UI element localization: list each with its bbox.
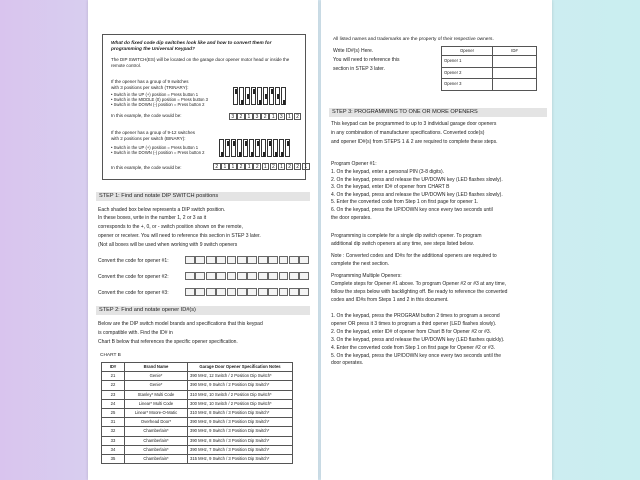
- trinary-digit: 2: [237, 113, 245, 120]
- chart-b-brand-cell: Overhead Door*: [125, 418, 188, 427]
- multi-text-2: follow the steps below with backlighting off. Be ready to reference the converted: [331, 289, 508, 295]
- chart-b-row: [102, 381, 293, 390]
- trinary-dip-switch-image: [233, 87, 287, 105]
- chart-b-id-cell: 35: [102, 455, 125, 464]
- program-step: 2. On the keypad, press and release the UP/DOWN key (LED flashes slowly).: [331, 176, 503, 183]
- trinary-digit: 2: [294, 113, 302, 120]
- convert-code-input-2[interactable]: [185, 272, 310, 280]
- binary-dip-switch-image: [219, 139, 291, 157]
- opener-1-label: Opener 1: [442, 56, 493, 68]
- chart-b-brand-cell: Chamberlain*: [125, 427, 188, 436]
- opener-id-table: [441, 46, 537, 91]
- trinary-heading-2: with 3 positions per switch (TRINARY):: [111, 85, 189, 90]
- binary-code-digits: [213, 163, 310, 170]
- note-text-1: Note : Converted codes and ID#s for the additional openers are required to: [331, 253, 497, 259]
- binary-digit: 1: [302, 163, 310, 170]
- write-id-3: section in STEP 3 later.: [333, 66, 385, 72]
- step1-header: STEP 1: Find and notate DIP SWITCH positions: [96, 192, 310, 201]
- write-id-2: You will need to reference this: [333, 57, 400, 63]
- step3-header: STEP 3: PROGRAMMING TO ONE OR MORE OPENERS: [329, 108, 547, 117]
- write-id-1: Write ID#(s) Here.: [333, 48, 374, 54]
- trademark-note: All listed names and trademarks are the property of their respective owners.: [333, 37, 494, 42]
- chart-b-col-brand: Brand Name: [125, 363, 188, 372]
- chart-b-id-cell: 34: [102, 445, 125, 454]
- step2-header: STEP 2: Find and notate opener ID#(s): [96, 306, 310, 315]
- program-step: 5. Enter the converted code from Step 1 on first page for opener 1.: [331, 199, 479, 206]
- chart-b-label: CHART B: [100, 353, 121, 358]
- binary-digit: 1: [245, 163, 253, 170]
- chart-b-id-cell: 32: [102, 427, 125, 436]
- trinary-rule-2: • Switch in the MIDDLE (0) position = Press button 3: [111, 97, 209, 102]
- left-page: [88, 0, 318, 480]
- binary-digit: 2: [213, 163, 221, 170]
- binary-digit: 1: [229, 163, 237, 170]
- trinary-rule-3: • Switch in the DOWN (-) position = Press button 2: [111, 102, 205, 107]
- multi-step: 1. On the keypad, press the PROGRAM button 2 times to program a second: [331, 313, 500, 319]
- binary-digit: 2: [253, 163, 261, 170]
- binary-digit: 1: [221, 163, 229, 170]
- intro-title: What do fixed code dip switches look like and how to convert them for programming the Universal Keypad?: [111, 41, 272, 53]
- chart-b-id-cell: 24: [102, 399, 125, 408]
- binary-example: In this example, the code would be:: [111, 165, 182, 170]
- complete-text-2: additional dip switch openers at any time, see steps listed below.: [331, 241, 474, 247]
- chart-b-spec-cell: 390 MHz, 9 Switch / 2 Position Dip Switch*: [188, 381, 293, 390]
- binary-digit: 1: [262, 163, 270, 170]
- chart-b-col-spec: Garage Door Opener Specification Notes: [188, 363, 293, 372]
- program-step: the door operates.: [331, 214, 372, 221]
- trinary-digit: 1: [269, 113, 277, 120]
- trinary-heading-1: If the opener has a group of 9 switches: [111, 79, 189, 84]
- chart-b-id-cell: 22: [102, 381, 125, 390]
- chart-b-row: [102, 409, 293, 418]
- binary-digit: 2: [294, 163, 302, 170]
- chart-b-row: [102, 418, 293, 427]
- intro-text-1: The DIP SWITCH(ES) will be located on the garage door opener motor head or inside the: [111, 57, 290, 62]
- chart-b-brand-cell: Chamberlain*: [125, 455, 188, 464]
- chart-b-brand-cell: Chamberlain*: [125, 445, 188, 454]
- step2-text-1: Below are the DIP switch model brands and specifications that this keypad: [98, 321, 263, 327]
- chart-b-col-id: ID#: [102, 363, 125, 372]
- step1-text-2: In these boxes, write in the number 1, 2 or 3 as it: [98, 215, 207, 221]
- chart-b-id-cell: 33: [102, 436, 125, 445]
- step1-text-1: Each shaded box below represents a DIP switch position.: [98, 207, 226, 213]
- chart-b-spec-cell: 300 MHz, 10 Switch / 2 Position Dip Switch*: [188, 399, 293, 408]
- chart-b-row: [102, 390, 293, 399]
- binary-digit: 2: [270, 163, 278, 170]
- opener-2-id-input[interactable]: [493, 67, 537, 79]
- program-opener-1-title: Program Opener #1:: [331, 161, 377, 167]
- binary-digit: 1: [278, 163, 286, 170]
- chart-b-brand-cell: Linear* Moore-O-Matic: [125, 409, 188, 418]
- convert-label-2: Convert the code for opener #2:: [98, 274, 169, 280]
- chart-b-spec-cell: 310 MHz, 8 Switch / 3 Position Dip Switch*: [188, 409, 293, 418]
- trinary-code-digits: [229, 113, 302, 120]
- binary-rule-1: • Switch in the UP (+) position = Press button 1: [111, 145, 199, 150]
- multi-step: opener OR press it 3 times to program a third opener (LED flashes slowly).: [331, 320, 497, 327]
- chart-b-brand-cell: Genie*: [125, 372, 188, 381]
- program-step: 1. On the keypad, enter a personal PIN (3-8 digits).: [331, 169, 445, 175]
- chart-b-spec-cell: 310 MHz, 10 Switch / 2 Position Dip Switch*: [188, 390, 293, 399]
- chart-b-brand-cell: Linear* Multi Code: [125, 399, 188, 408]
- chart-b-table: [101, 362, 293, 464]
- convert-label-1: Convert the code for opener #1:: [98, 258, 169, 264]
- chart-b-row: [102, 399, 293, 408]
- binary-heading-1: If the opener has a group of 9-12 switches: [111, 130, 196, 135]
- step3-intro-2: in any combination of manufacturer specifications. Converted code(s): [331, 130, 485, 136]
- note-text-2: complete the next section.: [331, 261, 390, 267]
- chart-b-id-cell: 23: [102, 390, 125, 399]
- trinary-rule-1: • Switch in the UP (+) position = Press button 1: [111, 92, 199, 97]
- opener-3-id-input[interactable]: [493, 79, 537, 91]
- binary-digit: 2: [286, 163, 294, 170]
- opener-col: Opener: [442, 47, 493, 56]
- binary-rule-2: • Switch in the DOWN (-) position = Press button 2: [111, 150, 205, 155]
- multi-step: door operates.: [331, 360, 364, 367]
- chart-b-id-cell: 25: [102, 409, 125, 418]
- step1-text-5: (Not all boxes will be used when working with 9 switch openers: [98, 242, 238, 248]
- chart-b-id-cell: 31: [102, 418, 125, 427]
- step1-text-4: opener or receiver. You will need to reference this section in STEP 3 later.: [98, 233, 261, 239]
- multi-text-3: codes and ID#s from Steps 1 and 2 in this document.: [331, 297, 449, 303]
- program-step: 3. On the keypad, enter ID# of opener from CHART B: [331, 184, 450, 191]
- chart-b-spec-cell: 390 MHz, 9 Switch / 3 Position Dip Switch*: [188, 427, 293, 436]
- trinary-digit: 2: [261, 113, 269, 120]
- dip-switch-info-box: [102, 34, 306, 180]
- binary-digit: 2: [237, 163, 245, 170]
- chart-b-row: [102, 455, 293, 464]
- convert-label-3: Convert the code for opener #3:: [98, 290, 169, 296]
- chart-b-row: [102, 372, 293, 381]
- chart-b-spec-cell: 390 MHz, 12 Switch / 2 Position Dip Switch*: [188, 372, 293, 381]
- chart-b-spec-cell: 390 MHz, 8 Switch / 3 Position Dip Switch*: [188, 436, 293, 445]
- chart-b-brand-cell: Genie*: [125, 381, 188, 390]
- trinary-example: In this example, the code would be:: [111, 113, 182, 118]
- complete-text-1: Programming is complete for a single dip switch opener. To program: [331, 233, 482, 239]
- step2-text-3: Chart B below that references the specific opener specification.: [98, 339, 238, 345]
- opener-1-id-input[interactable]: [493, 56, 537, 68]
- multi-step: 5. On the keypad, press the UP/DOWN key once every two seconds until the: [331, 352, 502, 359]
- convert-code-input-1[interactable]: [185, 256, 310, 264]
- opener-2-label: Opener 2: [442, 67, 493, 79]
- step1-text-3: corresponds to the +, 0, or - switch position shown on the remote,: [98, 224, 243, 230]
- trinary-digit: 3: [278, 113, 286, 120]
- multi-title: Programming Multiple Openers:: [331, 273, 402, 279]
- step3-intro-1: This keypad can be programmed to up to 3 individual garage door openers: [331, 121, 497, 127]
- opener-3-label: Opener 3: [442, 79, 493, 91]
- chart-b-spec-cell: 390 MHz, 9 Switch / 3 Position Dip Switch*: [188, 418, 293, 427]
- chart-b-spec-cell: 390 MHz, 7 Switch / 3 Position Dip Switch*: [188, 445, 293, 454]
- trinary-digit: 1: [245, 113, 253, 120]
- chart-b-row: [102, 436, 293, 445]
- chart-b-row: [102, 445, 293, 454]
- program-step: 6. On the keypad, press the UP/DOWN key once every two seconds until: [331, 207, 493, 213]
- trinary-digit: 1: [286, 113, 294, 120]
- multi-step: 3. On the keypad, press and release the UP/DOWN key (LED flashes quickly).: [331, 336, 505, 343]
- id-col: ID#: [493, 47, 537, 56]
- multi-step: 4. Enter the converted code from Step 1 on first page for Opener #2 or #3.: [331, 344, 495, 351]
- multi-step: 2. On the keypad, enter ID# of opener from Chart B for Opener #2 or #3.: [331, 328, 492, 335]
- program-step: 4. On the keypad, press and release the UP/DOWN key (LED flashes slowly).: [331, 191, 503, 198]
- trinary-digit: 3: [229, 113, 237, 120]
- right-page: [321, 0, 552, 480]
- step2-text-2: is compatible with. Find the ID# in: [98, 330, 173, 336]
- chart-b-brand-cell: Stanley* Multi Code: [125, 390, 188, 399]
- intro-text-2: remote control.: [111, 63, 142, 68]
- trinary-digit: 3: [253, 113, 261, 120]
- chart-b-id-cell: 21: [102, 372, 125, 381]
- chart-b-row: [102, 427, 293, 436]
- step3-intro-3: and opener ID#(s) from STEPS 1 & 2 are required to complete these steps.: [331, 139, 498, 145]
- multi-text-1: Complete steps for Opener #1 above. To program Opener #2 or #3 at any time,: [331, 281, 507, 287]
- chart-b-brand-cell: Chamberlain*: [125, 436, 188, 445]
- binary-heading-2: with 2 positions per switch (BINARY):: [111, 136, 186, 141]
- convert-code-input-3[interactable]: [185, 288, 310, 296]
- chart-b-spec-cell: 315 MHz, 9 Switch / 3 Position Dip Switch*: [188, 455, 293, 464]
